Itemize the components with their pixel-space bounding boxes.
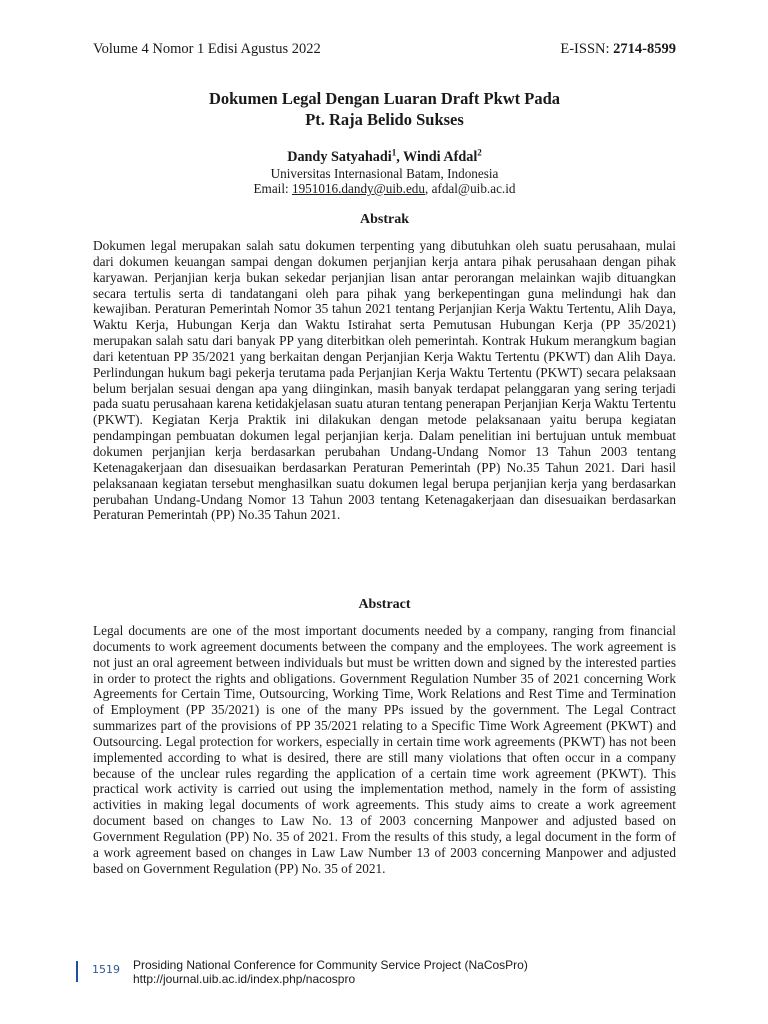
volume-info: Volume 4 Nomor 1 Edisi Agustus 2022 xyxy=(93,41,321,57)
affiliation: Universitas Internasional Batam, Indonesia xyxy=(270,166,499,181)
abstrak-text: Dokumen legal merupakan salah satu dokumen terpenting yang dibutuhkan oleh suatu perusahaan, mulai dari dokumen keuangan sampai dengan dokumen perjanjian kerja antara pihak perusahaan dengan pihak karyawan. Perjanjian kerja bukan sekedar perjanjian lisan antar perorangan melainkan wajib dituangkan secara tertulis serta di tandatangani oleh para pihak yang berkepentingan guna melindungi hak dan kewajiban. Peraturan Pemerintah Nomor 35 tahun 2021 tentang Perjanjian Kerja Waktu Tertentu, Alih Daya, Waktu Kerja, Hubungan Kerja dan Waktu Istirahat serta Pemutusan Hubungan Kerja (PP 35/2021) merupakan salah satu dari banyak PP yang diterbitkan oleh pemerintah. Kontrak Hukum merangkum bagian dari ketentuan PP 35/2021 yang berkaitan dengan Perjanjian Kerja Waktu Tertentu (PKWT) dan Alih Daya. Perlindungan hukum bagi pekerja terutama pada Perjanjian Kerja Waktu Tertentu (PKWT) secara pelaksaan belum berjalan sesuai dengan apa yang diinginkan, masih banyak terdapat pelanggaran yang sering terjadi pada suatu perusahaan karena ketidakjelasan suatu aturan tentang penerapan Perjanjian Kerja Waktu Tertentu (PKWT). Kegiatan Kerja Praktik ini dilakukan dengan metode pelaksanaan yaitu berupa kegiatan pendampingan pembuatan dokumen legal perjanjian kerja. Dalam penelitian ini bertujuan untuk membuat dokumen perjanjian kerja berdasarkan perubahan Undang-Undang Nomor 13 Tahun 2003 tentang Ketenagakerjaan dan disesuaikan berdasarkan Peraturan Pemerintah (PP) No.35 Tahun 2021. Dari hasil pelaksanaan kegiatan tersebut menghasilkan suatu dokumen legal berupa perjanjian kerja yang berdasarkan perubahan Undang-Undang Nomor 13 Tahun 2003 tentang Ketenagakerjaan dan disesuaikan berdasarkan Peraturan Pemerintah (PP) No.35 Tahun 2021. xyxy=(93,238,676,523)
abstract-heading: Abstract xyxy=(358,597,411,612)
author-separator: , xyxy=(396,149,404,165)
footer-accent-bar xyxy=(76,961,78,982)
issn-label: E-ISSN: xyxy=(560,41,614,57)
footer-info xyxy=(133,958,528,986)
running-header xyxy=(93,41,676,61)
author-1-affil-mark: 1 xyxy=(391,147,397,158)
issn-info xyxy=(560,41,676,58)
abstrak-heading: Abstrak xyxy=(359,212,409,227)
paper-title xyxy=(93,88,676,130)
conference-name: Prosiding National Conference for Community Service Project (NaCosPro) xyxy=(133,958,528,972)
title-line-1: Dokumen Legal Dengan Luaran Draft Pkwt Pada xyxy=(208,89,561,108)
title-line-2: Pt. Raja Belido Sukses xyxy=(305,110,464,129)
author-2: Windi Afdal xyxy=(403,149,478,165)
email-2: afdal@uib.ac.id xyxy=(431,181,516,196)
author-2-affil-mark: 2 xyxy=(477,147,482,158)
abstract-text: Legal documents are one of the most important documents needed by a company, ranging from financial documents to work agreement documents between the company and the employees. The work agreement is not just an oral agreement between individuals but must be written down and signed by the interested parties in order to protect the rights and obligations. Government Regulation Number 35 of 2021 concerning Work Agreements for Certain Time, Outsourcing, Working Time, Work Relations and Rest Time and Termination of Employment (PP 35/2021) is one of the many PPs issued by the government. The Legal Contract summarizes part of the provisions of PP 35/2021 relating to a Specific Time Work Agreement (PKWT) and Outsourcing. Legal protection for workers, especially in certain time work agreements (PKWT) has not been implemented according to what is desired, there are still many violations that often occur in a company because of the unclear rules regarding the application of a certain time work agreement (PKWT). This practical work activity is carried out using the implementation method, namely in the form of assisting activities in making legal documents of work agreements. This study aims to create a work agreement document based on changes to Law No. 13 of 2003 concerning Manpower and adjusted based on Government Regulation (PP) No. 35 of 2021. From the results of this study, a legal document in the form of a work agreement based on changes in Law Law Number 13 of 2003 concerning Manpower and adjusted based on Government Regulation (PP) No. 35 of 2021. xyxy=(93,623,676,876)
abstract-body xyxy=(93,623,676,877)
abstrak-body xyxy=(93,238,676,523)
journal-url[interactable]: http://journal.uib.ac.id/index.php/nacospro xyxy=(133,972,356,986)
author-1: Dandy Satyahadi xyxy=(287,149,392,165)
email-label: Email: xyxy=(253,181,292,196)
page-number: 1519 xyxy=(92,963,120,976)
affiliation-block xyxy=(93,166,676,196)
email-separator: , xyxy=(424,181,432,196)
email-line xyxy=(93,181,676,196)
email-link-1[interactable]: 1951016.dandy@uib.edu xyxy=(291,181,425,196)
issn-value: 2714-8599 xyxy=(613,41,676,57)
author-list xyxy=(93,149,676,166)
